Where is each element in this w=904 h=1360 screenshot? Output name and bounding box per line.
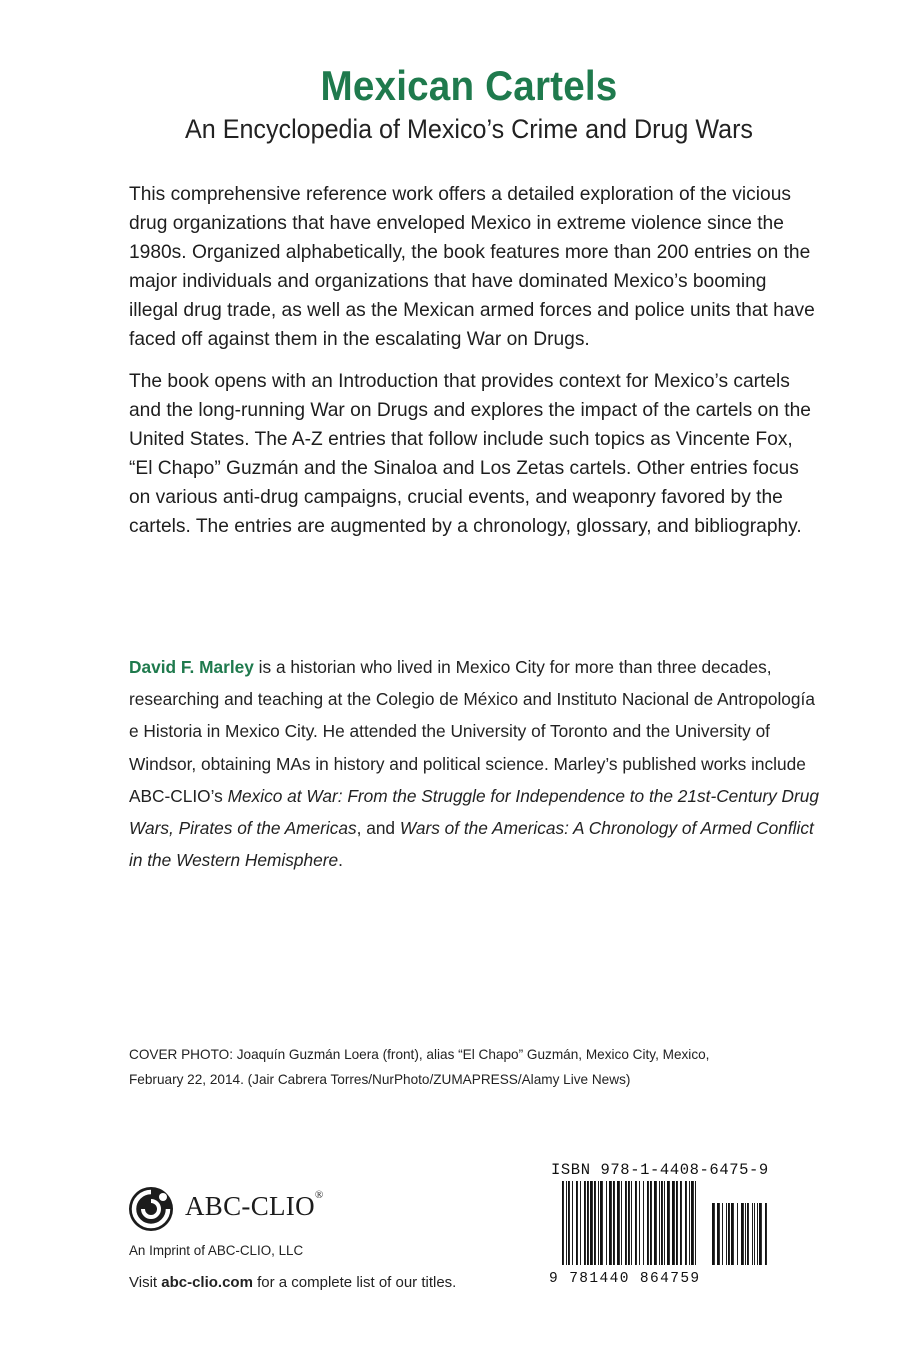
author-bio-text: is a historian who lived in Mexico City for more than three decades, researching and teaching at the Colegio de México and Instituto Nacional de Antropología e Historia in Mexico City. He attended the University of Toronto and the University of Windsor, obtaining MAs in history and political science. Marley’s published works include ABC-CLIO’s [129,657,815,806]
barcode-bar [643,1181,644,1265]
registered-mark: ® [314,1189,324,1201]
book-subtitle: An Encyclopedia of Mexico’s Crime and Drug Wars [185,114,753,144]
barcode-bar [728,1203,730,1265]
barcode-bar [562,1181,564,1265]
barcode-bar [613,1181,615,1265]
barcode-bar [741,1203,744,1265]
barcode-bar [712,1203,715,1265]
abc-clio-logo-icon [127,1185,175,1233]
barcode-bar [747,1203,749,1265]
ean-digits: 9 781440 864759 [549,1271,701,1287]
barcode-bar [717,1203,720,1265]
publisher-name [185,1191,324,1222]
author-bio-text-2: , and [356,818,400,839]
barcode-bar [568,1181,570,1265]
barcode-bar [631,1181,632,1265]
barcode-bar [606,1181,607,1265]
isbn-label: ISBN 978-1-4408-6475-9 [551,1161,769,1179]
visit-prefix: Visit [129,1274,162,1291]
barcode-bar [617,1181,620,1265]
barcode-bar [757,1203,758,1265]
barcode-bar [664,1181,665,1265]
book-title: Mexican Cartels [320,62,618,109]
description-paragraph-1: This comprehensive reference work offers a detailed exploration of the vicious drug organizations that have enveloped Mexico in extreme violence since the 1980s. Organized alphabetically, the book features more than 200 entries on the major individuals and organizations that have dominated Mexico’s booming illegal drug trade, as well as the Mexican armed forces and police units that have faced off against them in the escalating War on Drugs. [129,184,815,350]
barcode-bar [759,1203,762,1265]
barcode-bar [667,1181,670,1265]
visit-suffix: for a complete list of our titles. [252,1274,457,1291]
isbn-barcode [548,1181,773,1273]
barcode-bar [685,1181,687,1265]
barcode-bar [745,1203,746,1265]
barcode-bar [661,1181,663,1265]
barcode-bar [659,1181,660,1265]
barcode-bar [726,1203,727,1265]
visit-line [129,1274,456,1291]
barcode-bar [639,1181,640,1265]
barcode-bar [676,1181,678,1265]
barcode-bar [584,1181,586,1265]
barcode-bar [576,1181,578,1265]
price-code-background [708,1181,773,1201]
barcode-bar [680,1181,682,1265]
author-bio-text-3: . [338,850,343,871]
barcode-bar [594,1181,596,1265]
barcode-bar [765,1203,767,1265]
barcode-bar [572,1181,573,1265]
author-work-title-2: Wars of the Americas: A Chronology of Armed Conflict in the Western Hemisphere [129,818,814,871]
barcode-bar [754,1203,755,1265]
barcode-bar [598,1181,599,1265]
barcode-bar [580,1181,581,1265]
barcode-bar [650,1181,652,1265]
barcode-bar [752,1203,753,1265]
barcode-bar [600,1181,603,1265]
barcode-bar [635,1181,637,1265]
author-bio [129,651,819,876]
barcode-bar [590,1181,593,1265]
barcode-bar [621,1181,622,1265]
description-paragraph-2: The book opens with an Introduction that provides context for Mexico’s cartels and the long-running War on Drugs and explores the impact of the cartels on the United States. The A-Z entries that follow include such topics as Vincente Fox, “El Chapo” Guzmán and the Sinaloa and Los Zetas cartels. Other entries focus on various anti-drug campaigns, crucial events, and weaponry favored by the cartels. The entries are augmented by a chronology, glossary, and bibliography. [129,371,811,537]
author-work-title-1: Mexico at War: From the Struggle for Independence to the 21st-Century Drug Wars, Pirates of the Americas [129,785,819,839]
cover-photo-credit: COVER PHOTO: Joaquín Guzmán Loera (front), alias “El Chapo” Guzmán, Mexico City, Mexico, February 22, 2014. (Jair Cabrera Torres/NurPhoto/ZUMAPRESS/Alamy Live News) [129,1047,710,1087]
publisher-logo [127,1185,367,1235]
barcode-bar [672,1181,675,1265]
barcode-bar [695,1181,696,1265]
publisher-imprint: An Imprint of ABC-CLIO, LLC [129,1243,304,1258]
barcode-bar [647,1181,649,1265]
barcode-bar [566,1181,567,1265]
barcode-bar [625,1181,627,1265]
barcode-bar [587,1181,589,1265]
barcode-bar [691,1181,694,1265]
barcode-bar [737,1203,738,1265]
barcode-bar [689,1181,690,1265]
barcode-bar [731,1203,734,1265]
author-name: David F. Marley [129,657,254,677]
barcode-bar [722,1203,723,1265]
barcode-bar [609,1181,612,1265]
publisher-website-link[interactable]: abc-clio.com [161,1274,253,1291]
barcode-bar [654,1181,657,1265]
barcode-bar [628,1181,630,1265]
publisher-name-text: ABC-CLIO [185,1191,315,1221]
